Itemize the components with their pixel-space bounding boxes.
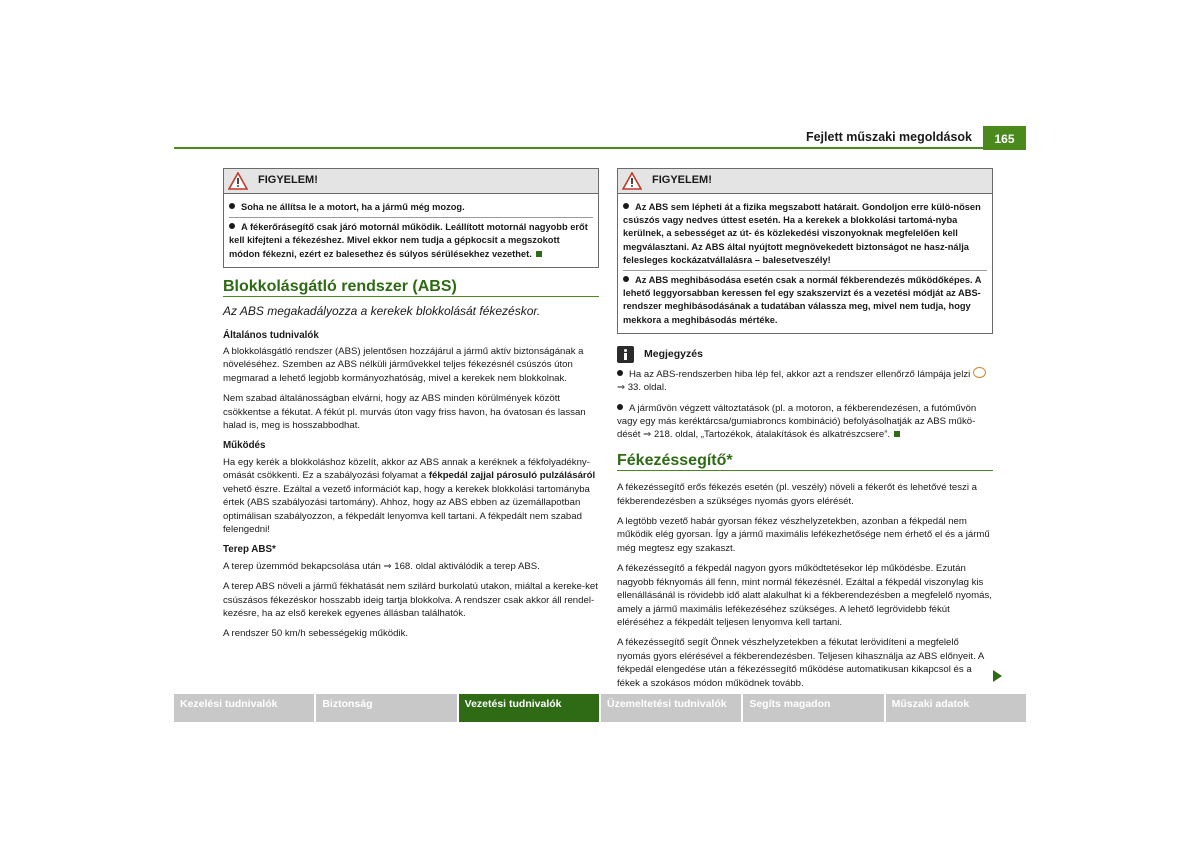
- warning-triangle-icon: [622, 172, 642, 190]
- paragraph: Nem szabad általánosságban elvárni, hogy az ABS minden körülmények között csökkentse a fékutat. A fékút pl. murvás úton vagy friss havon, ha óvatosan és lassan halad is, meg is hosszabbodhat.: [223, 393, 586, 432]
- nav-tab-self-help[interactable]: Segíts magadon: [743, 694, 885, 722]
- section-title-abs: Blokkolásgátló rendszer (ABS): [223, 280, 599, 297]
- warning-title: FIGYELEM!: [258, 174, 318, 187]
- nav-tab-driving[interactable]: Vezetési tudnivalók: [459, 694, 601, 722]
- warning-item: A fékerőrásegítő csak járó motornál működik. Leállított motornál nagyobb erőt kell kifejteni a fékezéshez. Mivel ekkor nem tudja a gépkocsit a megszokott módon fékezni, ezért ez balesethez és súlyos sérülésekhez vezethet.: [229, 222, 588, 259]
- nav-tab-technical-data[interactable]: Műszaki adatok: [886, 694, 1026, 722]
- paragraph: A fékezéssegítő erős fékezés esetén (pl. veszély) növeli a fékerőt és lehetővé teszi a fékberendezésben a szükséges nyomás gyors elérését.: [617, 482, 977, 507]
- paragraph: A fékezéssegítő segít Önnek vészhelyzetekben a fékutat lerövidíteni a megfelelő nyomás gyors elérésével a fékberendezésben. Teljesen kihasználja az ABS előnyeit. A fékpedál elengedése után a fékezéssegítő működése automatikusan kikapcsol és a fékek a szokásos módon működnek tovább.: [617, 637, 984, 689]
- chapter-title: Fejlett műszaki megoldások: [805, 130, 972, 144]
- nav-tab-safety[interactable]: Biztonság: [316, 694, 458, 722]
- paragraph: A rendszer 50 km/h sebességekig működik.: [223, 628, 409, 640]
- warning-item: Az ABS sem lépheti át a fizika megszabott határait. Gondoljon erre külö-nösen csúszós vagy nedves úttest esetén. Ha a kerekek a blokkolási tartomá-nyba kerülnek, a sebességet az út- és közlekedési viszonyoknak megfelelően kell megválasztani. Az ABS által nyújtott megnövekedett biztonságot ne hasz-nálja felesleges kockázatvállalásra – balesetveszély!: [623, 198, 987, 271]
- subheading-general: Általános tudnivalók: [223, 329, 319, 341]
- end-mark-icon: [894, 431, 900, 437]
- note-title: Megjegyzés: [644, 347, 703, 360]
- bullet-icon: [229, 203, 235, 209]
- warning-item: Az ABS meghibásodása esetén csak a normál fékberendezés működőképes. A lehető leggyorsabban keressen fel egy szakszervizt és a vezetési módját az ABS-rendszer meghibásodásának a tudatában válassza meg, mivel nem tudja, hogy mekkora a meghibásodás mértéke.: [623, 275, 982, 325]
- end-mark-icon: [536, 251, 542, 257]
- paragraph: A fékezéssegítő a fékpedál nagyon gyors működtetésekor lép működésbe. Ezután nagyobb féknyomás áll fenn, mint normál fékezésnél. Ezáltal a fékpedál viszonylag kis ellenállásánál is rövidebb idő alatt alakulhat ki a fékberendezésben a megfelelő nyomás, amely a jármű maximális lefékezéséhez szükséges. A lehető legrövidebb fékút eléréséhez a fékpedált teljesen lenyomva kell tartani.: [617, 563, 992, 628]
- subheading-function: Működés: [223, 440, 266, 452]
- next-page-arrow-icon: [993, 670, 1002, 682]
- paragraph: Ha egy kerék a blokkoláshoz közelít, akkor az ABS annak a keréknek a fékfolyadékny-omását csökkenti. Ez a szabályozási folyamat a fékpedál zajjal párosuló pulzálásáról vehető észre. Ezáltal a vezető információt kap, hogy a kerekek blokkolási tartományba értek (ABS szabályozási tartomány). Ahhoz, hogy az ABS ebben az üzemállapotban optimálisan szabályozzon, a fékpedált lenyomva kell tartani. A fékpedált nem szabad felengedni!: [223, 456, 596, 535]
- warning-box: [223, 168, 599, 268]
- bullet-icon: [623, 276, 629, 282]
- left-column: [223, 168, 599, 648]
- nav-tab-maintenance[interactable]: Üzemeltetési tudnivalók: [601, 694, 743, 722]
- warning-box: [617, 168, 993, 334]
- warning-title: FIGYELEM!: [652, 174, 712, 187]
- warning-item: Soha ne állítsa le a motort, ha a jármű még mozog.: [229, 198, 593, 218]
- bullet-icon: [617, 404, 623, 410]
- bullet-icon: [623, 203, 629, 209]
- note-item: Ha az ABS-rendszerben hiba lép fel, akkor azt a rendszer ellenőrző lámpája jelzi ⇒ 33. oldal.: [617, 367, 993, 395]
- warning-header: [224, 169, 598, 194]
- bullet-icon: [617, 370, 623, 376]
- paragraph: A terep ABS növeli a jármű fékhatását nem szilárd burkolatú utakon, miáltal a kereke-ket csúszásos fékezéskor hosszabb ideig tartja blokkolva. A rendszer csak akkor áll rendel-kezésre, ha az első kerekek egyenes állásban találhatók.: [223, 581, 598, 619]
- warning-triangle-icon: [228, 172, 248, 190]
- header-divider: [174, 147, 1026, 149]
- warning-header: [618, 169, 992, 194]
- subheading-terrain-abs: Terep ABS*: [223, 544, 276, 556]
- bottom-navigation: [174, 694, 1026, 722]
- section-lead: Az ABS megakadályozza a kerekek blokkolását fékezéskor.: [223, 304, 541, 319]
- page-number: 165: [983, 126, 1026, 150]
- paragraph: A terep üzemmód bekapcsolása után ⇒ 168. oldal aktiválódik a terep ABS.: [223, 560, 540, 572]
- bullet-icon: [229, 223, 235, 229]
- abs-warning-lamp-icon: [973, 367, 986, 378]
- note-header: [617, 346, 993, 363]
- section-title-brake-assist: Fékezéssegítő*: [617, 454, 993, 471]
- nav-tab-operation[interactable]: Kezelési tudnivalók: [174, 694, 316, 722]
- note-item: A járművön végzett változtatások (pl. a motoron, a fékberendezésen, a futóművön vagy egy más keréktárcsa/gumiabroncs kombináció) befolyásolhatják az ABS műkö-dését ⇒ 218. oldal, „Tartozékok, átalakítások és alkatrészcsere”.: [617, 402, 977, 441]
- right-column: [617, 168, 993, 697]
- paragraph: A legtöbb vezető habár gyorsan fékez vészhelyzetekben, azonban a fékpedál nem működik elég gyorsan. Így a jármű maximális lefékezhetősége nem érhető el és a jármű még megtesz egy szakaszt.: [617, 516, 990, 554]
- paragraph: A blokkolásgátló rendszer (ABS) jelentősen hozzájárul a jármű aktív biztonságának a növeléséhez. Szemben az ABS nélküli járművekkel teljes fékezésnél csúszós úton megmarad a lehető legjobb kormányozhatóság, mivel a kerekek nem blokkolnak.: [223, 346, 584, 384]
- info-icon: [617, 346, 634, 363]
